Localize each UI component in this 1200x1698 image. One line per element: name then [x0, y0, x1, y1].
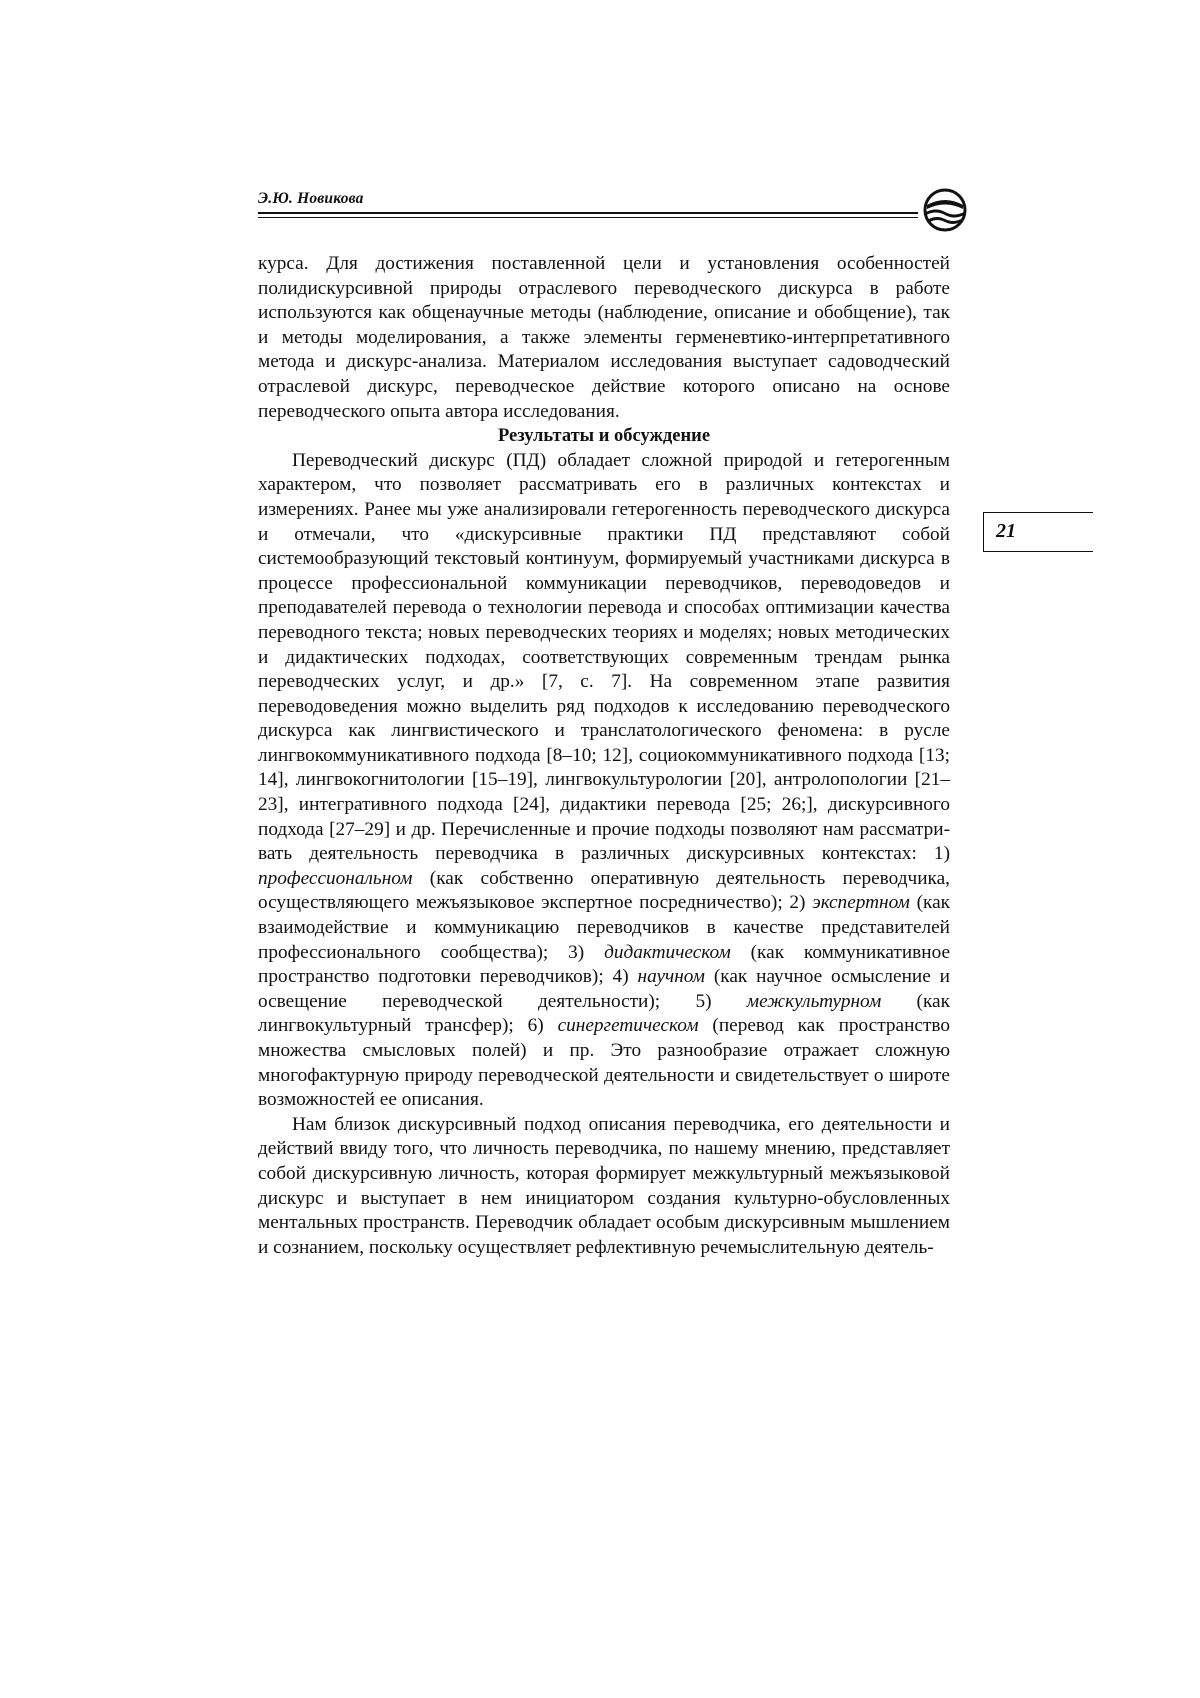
body-text: [258, 252, 950, 1260]
term-professional: профессиональном: [258, 867, 413, 889]
header-rule-thick: [258, 212, 918, 214]
page-number: 21: [996, 520, 1016, 542]
term-scientific: научном: [637, 966, 705, 988]
term-expert: экспертном: [812, 892, 910, 914]
paragraph-approaches: [258, 449, 950, 1113]
page-number-box: [983, 512, 1093, 552]
header-rule-thin: [258, 217, 918, 218]
para1-text-f: (как лингвокультурный трансфер); 6): [258, 990, 950, 1037]
paragraph-discursive-approach: Нам близок дискурсивный подход описания переводчика, его деятельности и действий ввиду того, что личность переводчика, по нашему мнению, представляет собой дискурсивную личность, которая формирует межкультурный межъязыковой дискурс и выступает в нем инициатором создания культурно-обусловленных ментальных пространств. Переводчик обладает особым дискурсивным мышлением и сознанием, поскольку осуществляет рефлективную речемыслительную деятель-: [258, 1113, 950, 1258]
running-header: [258, 190, 958, 230]
term-synergetic: синергетическом: [557, 1015, 699, 1037]
section-heading: Результаты и обсуждение: [497, 426, 711, 447]
para1-text-e: (как научное осмысление и освещение переводческой деятельности); 5): [258, 966, 950, 1012]
wave-globe-icon: [922, 187, 968, 233]
para1-text-b: (как собственно оперативную деятельность переводчика, осуществляющего межъязыковое экспертное посредничество); 2): [258, 867, 950, 914]
para1-text-d: (как коммуникативное пространство подготовки переводчиков); 4): [258, 941, 951, 988]
term-didactic: дидактическом: [604, 941, 731, 963]
para1-text-c: (как взаимодействие и коммуникацию переводчиков в качестве представителей профессионального сообщества); 3): [258, 892, 950, 963]
para1-text-a: Переводческий дискурс (ПД) обладает сложной природой и гетерогенным характером, что позволяет рассматривать его в различных контекстах и измерениях. Ранее мы уже анализировали гетерогенность переводческого дискурса и отмечали, что «дискурсивные практики ПД представляют собой системообразующий текстовый континуум, формируемый участниками дискурса в процессе профессиональной коммуникации переводчиков, переводоведов и преподавателей перевода о технологии перевода и способах оптимизации качества переводного текста; новых переводческих теориях и моделях; новых методических и дидактических подходах, соответствующих современным трендам рынка переводческих услуг, и др.» [7, с. 7]. На современном этапе развития переводоведения можно выделить ряд подходов к исследованию переводческого дискурса как лингвистического и транслатологического феномена: в русле лингвокоммуникативного подхода [8–10; 12], социокоммуникативного подхода [13; 14], лингвокогнитологии [15–19], лингвокультурологии [20], антролопологии [21–23], интегративного подхода [24], дидактики перевода [25; 26;], дискурсивного подхода [27–29] и др. Перечисленные и прочие подходы позволяют нам рассматривать деятельность переводчика в различных дискурсивных контекстах: 1): [258, 449, 950, 865]
para1-text-g: (перевод как пространство множества смысловых полей) и пр. Это разнообразие отражает сложную многофактурную природу переводческой деятельности и свидетельствует о широте возможностей ее описания.: [258, 1015, 950, 1111]
term-intercultural: межкультурном: [746, 990, 882, 1012]
running-header-author: Э.Ю. Новикова: [258, 190, 364, 207]
intro-paragraph: курса. Для достижения поставленной цели и установления особенностей полидискурсивной природы отраслевого переводческого дискурса в работе используются как общенаучные методы (наблюдение, описание и обобщение), так и методы моделирования, а также элементы герменевтико-интерпретативного метода и дискурс-анализа. Материалом исследования выступает садоводческий отраслевой дискурс, переводческое действие которого описано на основе переводческого опыта автора исследования.: [258, 253, 950, 422]
